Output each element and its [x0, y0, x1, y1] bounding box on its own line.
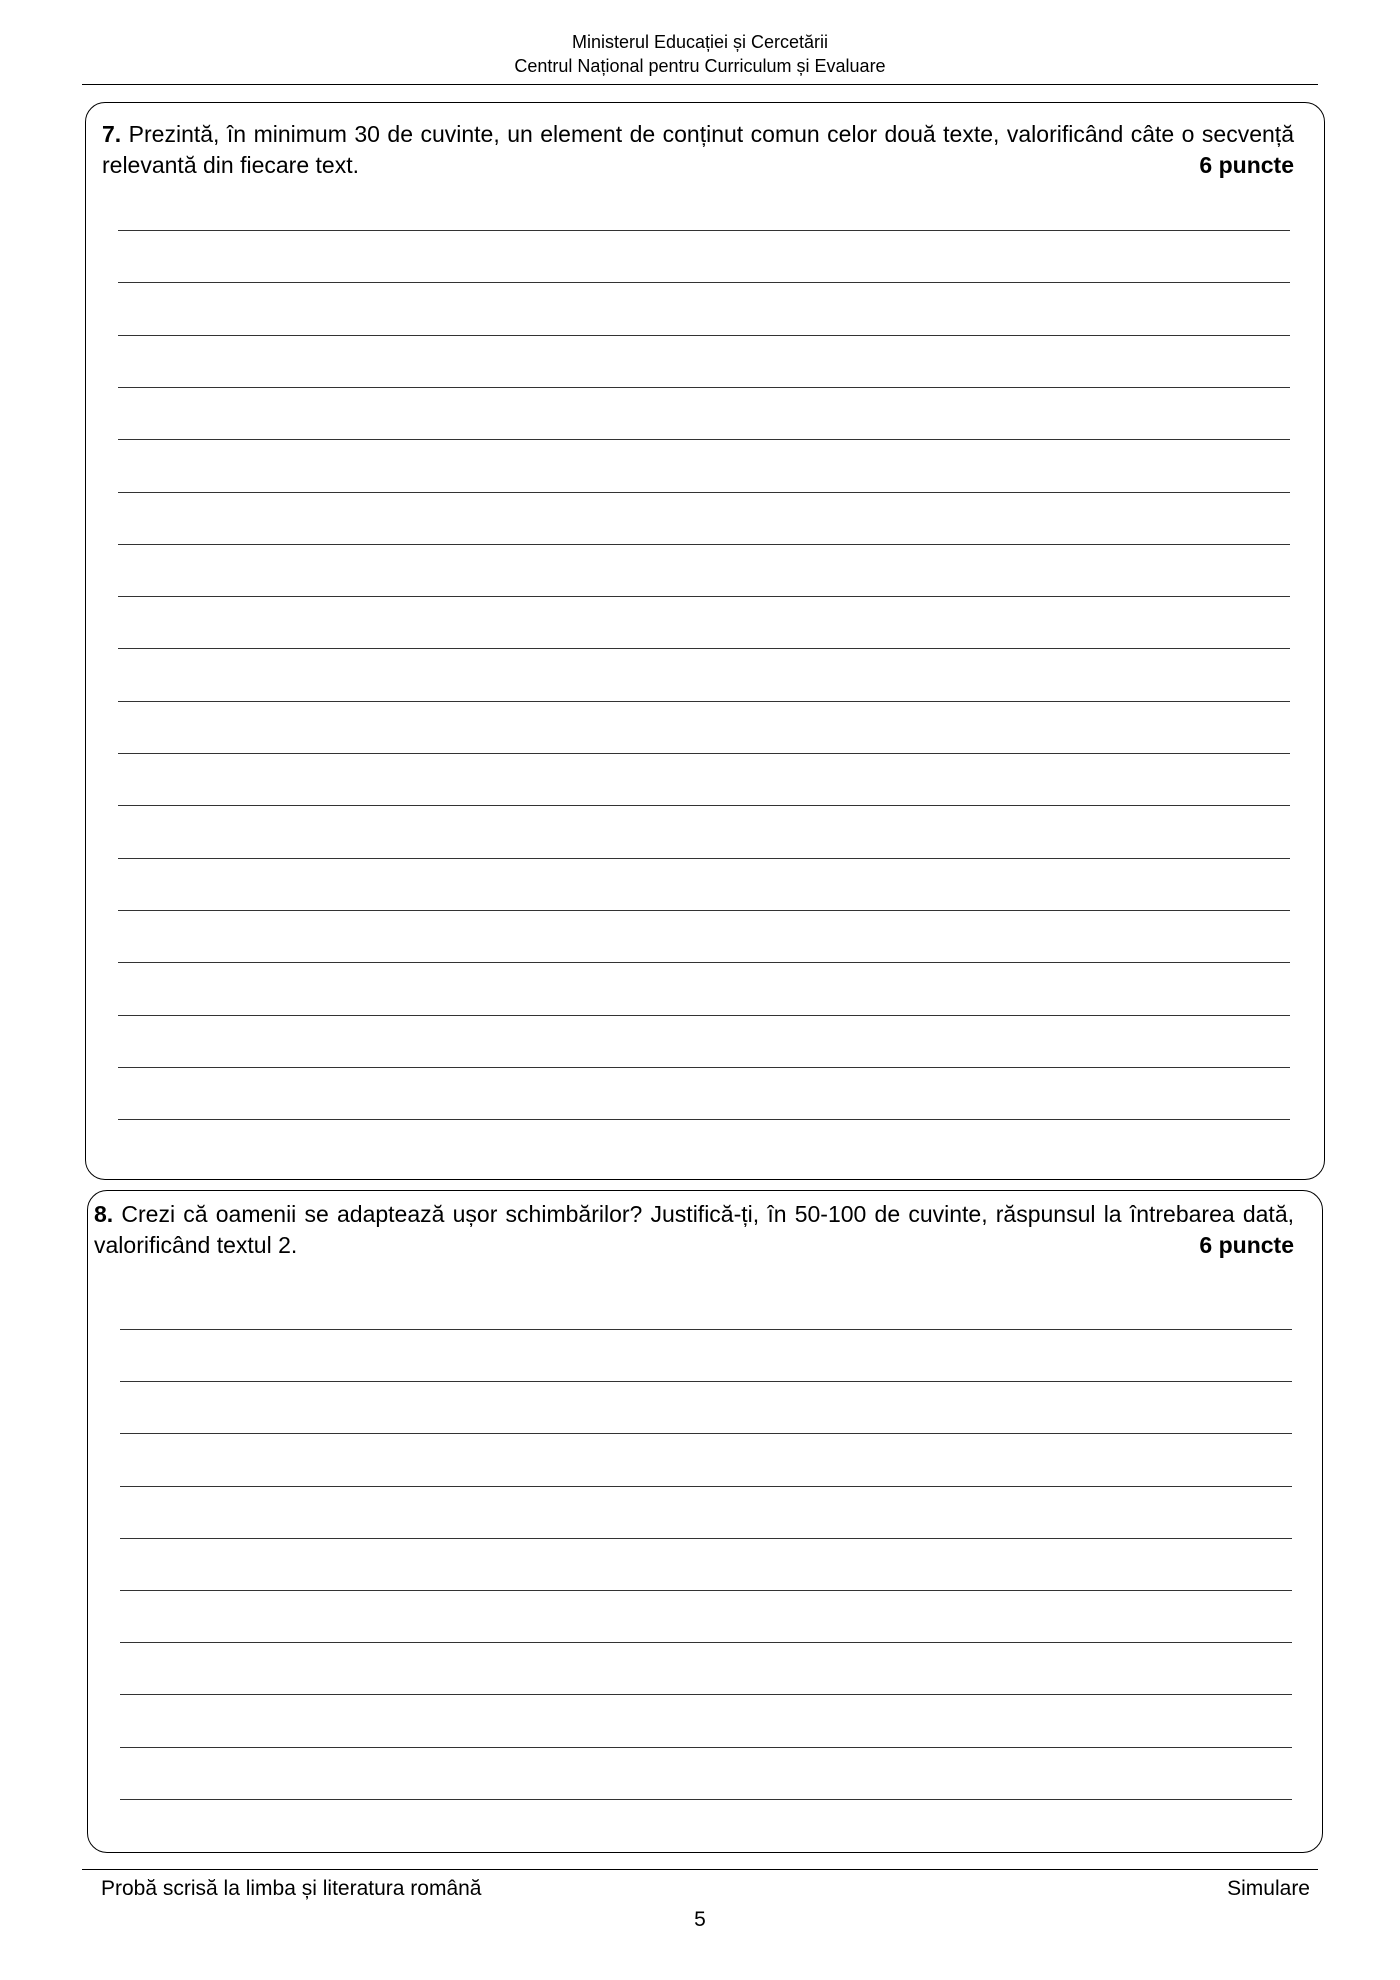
- question-8-number: 8.: [94, 1201, 114, 1227]
- header-center: Centrul Național pentru Curriculum și Evaluare: [514, 56, 886, 76]
- answer-line[interactable]: [120, 1694, 1292, 1695]
- question-7-number: 7.: [102, 121, 122, 147]
- answer-line[interactable]: [118, 282, 1290, 283]
- answer-line[interactable]: [118, 753, 1290, 754]
- answer-line[interactable]: [120, 1486, 1292, 1487]
- answer-line[interactable]: [118, 439, 1290, 440]
- answer-line[interactable]: [118, 1119, 1290, 1120]
- question-8-prompt: [94, 1199, 1294, 1261]
- answer-line[interactable]: [120, 1329, 1292, 1330]
- answer-line[interactable]: [120, 1381, 1292, 1382]
- answer-line[interactable]: [120, 1538, 1292, 1539]
- answer-line[interactable]: [120, 1799, 1292, 1800]
- question-8-box: [87, 1190, 1323, 1853]
- footer-divider: [82, 1869, 1318, 1870]
- question-8-text: Crezi că oamenii se adaptează ușor schimbărilor? Justifică-ți, în 50-100 de cuvinte, răspunsul la întrebarea dată, valorificând textul 2.: [94, 1201, 1295, 1258]
- answer-line[interactable]: [118, 596, 1290, 597]
- question-7-prompt: [102, 119, 1294, 181]
- header-divider: [82, 84, 1318, 85]
- answer-line[interactable]: [120, 1747, 1292, 1748]
- answer-line[interactable]: [118, 335, 1290, 336]
- answer-line[interactable]: [118, 1015, 1290, 1016]
- page-number: 5: [694, 1908, 706, 1931]
- footer-exam-type: Simulare: [1227, 1877, 1310, 1900]
- answer-line[interactable]: [118, 387, 1290, 388]
- question-8-points: 6 puncte: [1199, 1232, 1294, 1258]
- answer-line[interactable]: [118, 701, 1290, 702]
- answer-line[interactable]: [118, 648, 1290, 649]
- answer-line[interactable]: [118, 492, 1290, 493]
- answer-line[interactable]: [120, 1433, 1292, 1434]
- answer-line[interactable]: [118, 1067, 1290, 1068]
- answer-line[interactable]: [118, 858, 1290, 859]
- answer-line[interactable]: [120, 1642, 1292, 1643]
- page-header: [0, 30, 1400, 78]
- question-7-text: Prezintă, în minimum 30 de cuvinte, un element de conținut comun celor două texte, valorificând câte o secvență relevantă din fiecare text.: [102, 121, 1294, 178]
- question-7-points: 6 puncte: [1199, 152, 1294, 178]
- header-ministry: Ministerul Educației și Cercetării: [571, 32, 829, 52]
- answer-line[interactable]: [118, 805, 1290, 806]
- question-7-box: [85, 102, 1325, 1180]
- answer-line[interactable]: [118, 910, 1290, 911]
- answer-line[interactable]: [118, 962, 1290, 963]
- answer-line[interactable]: [118, 230, 1290, 231]
- answer-line[interactable]: [118, 544, 1290, 545]
- answer-line[interactable]: [120, 1590, 1292, 1591]
- footer-exam-title: Probă scrisă la limba și literatura română: [101, 1877, 482, 1900]
